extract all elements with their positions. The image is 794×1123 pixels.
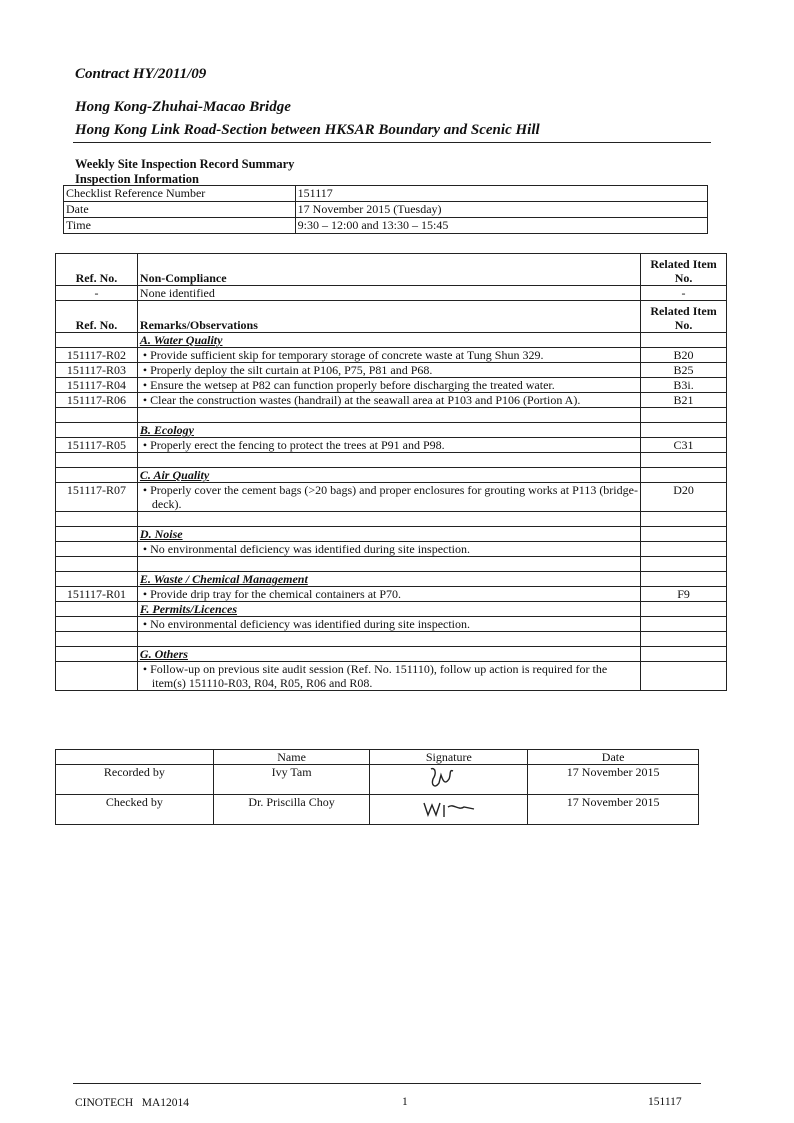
- signature-image: [419, 765, 479, 791]
- footer-page-number: 1: [402, 1096, 408, 1108]
- row-ref: 151117-R05: [56, 438, 138, 453]
- signoff-row: [56, 795, 699, 825]
- section-row: [56, 647, 727, 662]
- row-related: D20: [641, 483, 727, 512]
- checked-by-label: Checked by: [56, 795, 214, 825]
- row-text: • No environmental deficiency was identified during site inspection.: [137, 617, 640, 632]
- section-noise: D. Noise: [137, 527, 640, 542]
- signoff-date-header: Date: [528, 750, 699, 765]
- contract-number: Contract HY/2011/09: [75, 66, 207, 82]
- row-related: F9: [641, 587, 727, 602]
- signature-image: [414, 795, 484, 821]
- table-row: [56, 587, 727, 602]
- nc-ref: -: [56, 286, 138, 301]
- col-ref-header: Ref. No.: [56, 301, 138, 333]
- section-row: [56, 527, 727, 542]
- signoff-header-row: [56, 750, 699, 765]
- section-row: [56, 572, 727, 587]
- row-ref: 151117-R02: [56, 348, 138, 363]
- section-row: [56, 423, 727, 438]
- summary-title: Weekly Site Inspection Record Summary: [75, 157, 295, 171]
- table-row: [56, 617, 727, 632]
- section-row: [56, 602, 727, 617]
- table-row: [56, 438, 727, 453]
- row-ref: 151117-R01: [56, 587, 138, 602]
- info-label: Checklist Reference Number: [64, 186, 296, 202]
- section-title: Hong Kong Link Road-Section between HKSAR Boundary and Scenic Hill: [75, 122, 540, 138]
- info-label: Time: [64, 218, 296, 234]
- col-remarks-header: Remarks/Observations: [137, 301, 640, 333]
- signoff-name-header: Name: [213, 750, 370, 765]
- checked-by-date: 17 November 2015: [528, 795, 699, 825]
- row-related: B3i.: [641, 378, 727, 393]
- blank-row: [56, 453, 727, 468]
- row-related: C31: [641, 438, 727, 453]
- row-text: • Clear the construction wastes (handrail) at the seawall area at P103 and P106 (Portion A).: [137, 393, 640, 408]
- row-ref: 151117-R03: [56, 363, 138, 378]
- recorded-by-signature: [370, 765, 528, 795]
- checked-by-name: Dr. Priscilla Choy: [213, 795, 370, 825]
- table-row: [56, 348, 727, 363]
- row-ref: 151117-R07: [56, 483, 138, 512]
- signoff-table: [55, 749, 699, 825]
- col-ref-header: Ref. No.: [56, 254, 138, 286]
- blank-row: [56, 408, 727, 423]
- row-related: B21: [641, 393, 727, 408]
- info-row: [64, 186, 708, 202]
- info-row: [64, 218, 708, 234]
- section-others: G. Others: [137, 647, 640, 662]
- row-related: B25: [641, 363, 727, 378]
- table-row: [56, 363, 727, 378]
- table-row: [56, 378, 727, 393]
- section-waste: E. Waste / Chemical Management: [137, 572, 640, 587]
- row-text: • Properly deploy the silt curtain at P106, P75, P81 and P68.: [137, 363, 640, 378]
- info-value: 151117: [295, 186, 707, 202]
- info-title: Inspection Information: [75, 172, 199, 186]
- blank-row: [56, 632, 727, 647]
- info-row: [64, 202, 708, 218]
- section-water-quality: A. Water Quality: [137, 333, 640, 348]
- blank-row: [56, 557, 727, 572]
- row-related: B20: [641, 348, 727, 363]
- row-text: • Properly erect the fencing to protect the trees at P91 and P98.: [137, 438, 640, 453]
- table-header-row: [56, 301, 727, 333]
- col-noncompliance-header: Non-Compliance: [137, 254, 640, 286]
- section-ecology: B. Ecology: [137, 423, 640, 438]
- signoff-signature-header: Signature: [370, 750, 528, 765]
- blank-row: [56, 512, 727, 527]
- row-ref: 151117-R04: [56, 378, 138, 393]
- row-ref: 151117-R06: [56, 393, 138, 408]
- col-related-header: Related Item No.: [641, 254, 727, 286]
- row-text: • No environmental deficiency was identified during site inspection.: [137, 542, 640, 557]
- footer-company: CINOTECH MA12014: [75, 1097, 190, 1109]
- table-row: [56, 662, 727, 691]
- observations-table: [55, 253, 727, 691]
- inspection-info-table: [63, 185, 708, 234]
- signoff-row: [56, 765, 699, 795]
- info-value: 9:30 – 12:00 and 13:30 – 15:45: [295, 218, 707, 234]
- table-row: [56, 393, 727, 408]
- row-text: • Provide drip tray for the chemical containers at P70.: [137, 587, 640, 602]
- table-row: [56, 542, 727, 557]
- footer-rule: [73, 1083, 701, 1084]
- row-text: • Properly cover the cement bags (>20 bags) and proper enclosures for grouting works at P113 (bridge-deck).: [137, 483, 640, 512]
- checked-by-signature: [370, 795, 528, 825]
- row-text: • Follow-up on previous site audit session (Ref. No. 151110), follow up action is required for the item(s) 151110-R03, R04, R05, R06 and R08.: [137, 662, 640, 691]
- header-rule: [73, 142, 711, 143]
- section-row: [56, 333, 727, 348]
- info-label: Date: [64, 202, 296, 218]
- project-title: Hong Kong-Zhuhai-Macao Bridge: [75, 99, 291, 115]
- table-row: [56, 483, 727, 512]
- section-permits: F. Permits/Licences: [137, 602, 640, 617]
- info-value: 17 November 2015 (Tuesday): [295, 202, 707, 218]
- recorded-by-date: 17 November 2015: [528, 765, 699, 795]
- table-header-row: [56, 254, 727, 286]
- recorded-by-name: Ivy Tam: [213, 765, 370, 795]
- section-air-quality: C. Air Quality: [137, 468, 640, 483]
- recorded-by-label: Recorded by: [56, 765, 214, 795]
- table-row: [56, 286, 727, 301]
- row-text: • Provide sufficient skip for temporary storage of concrete waste at Tung Shun 329.: [137, 348, 640, 363]
- nc-text: None identified: [137, 286, 640, 301]
- section-row: [56, 468, 727, 483]
- footer-ref: 151117: [648, 1096, 682, 1108]
- row-text: • Ensure the wetsep at P82 can function properly before discharging the treated water.: [137, 378, 640, 393]
- nc-related: -: [641, 286, 727, 301]
- col-related-header: Related Item No.: [641, 301, 727, 333]
